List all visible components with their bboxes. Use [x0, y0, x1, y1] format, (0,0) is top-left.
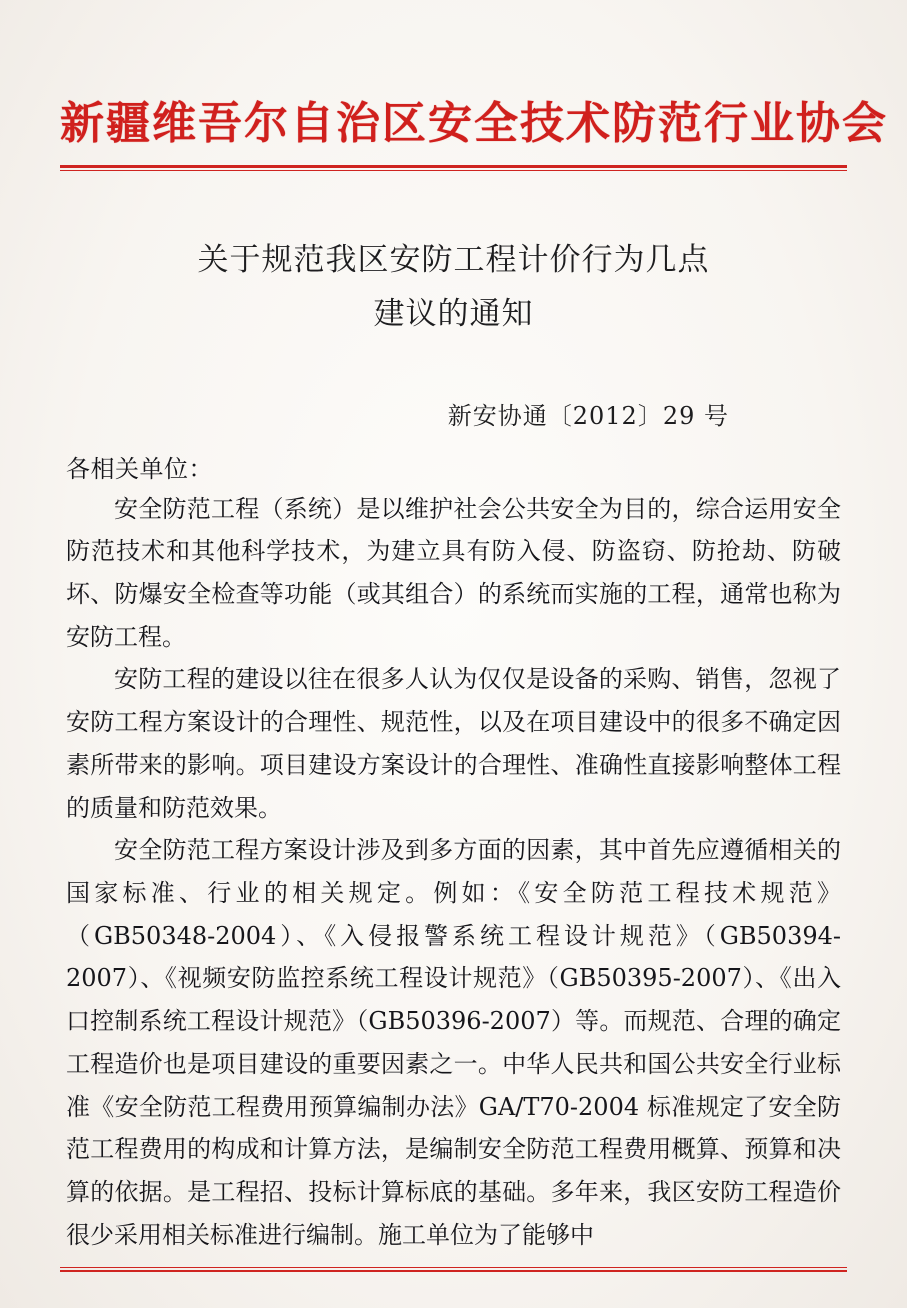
document-number: 新安协通〔2012〕29 号 [447, 401, 729, 430]
document-body [60, 488, 847, 1257]
letterhead-divider [60, 165, 847, 171]
body-paragraph: 安全防范工程方案设计涉及到多方面的因素，其中首先应遵循相关的国家标准、行业的相关规定。例如：《安全防范工程技术规范》（GB50348-2004）、《入侵报警系统工程设计规范》（GB50394-2007）、《视频安防监控系统工程设计规范》（GB50395-2007）、《出入口控制系统工程设计规范》（GB50396-2007）等。而规范、合理的确定工程造价也是项目建设的重要因素之一。中华人民共和国公共安全行业标准《安全防范工程费用预算编制办法》GA/T70-2004 标准规定了安全防范工程费用的构成和计算方法，是编制安全防范工程费用概算、预算和决算的依据。是工程招、投标计算标底的基础。多年来，我区安防工程造价很少采用相关标准进行编制。施工单位为了能够中 [66, 836, 841, 1249]
letterhead [60, 96, 888, 171]
page-title-line-1: 关于规范我区安防工程计价行为几点 [197, 242, 710, 278]
salutation: 各相关单位： [66, 454, 213, 483]
organization-title: 新疆维吾尔自治区安全技术防范行业协会 [60, 98, 888, 149]
footer-divider [60, 1267, 847, 1272]
page-title [60, 233, 847, 342]
body-paragraph: 安防工程的建设以往在很多人认为仅仅是设备的采购、销售，忽视了安防工程方案设计的合理性、规范性，以及在项目建设中的很多不确定因素所带来的影响。项目建设方案设计的合理性、准确性直接影响整体工程的质量和防范效果。 [66, 665, 841, 822]
body-paragraph: 安全防范工程（系统）是以维护社会公共安全为目的，综合运用安全防范技术和其他科学技术，为建立具有防入侵、防盗窃、防抢劫、防破坏、防爆安全检查等功能（或其组合）的系统而实施的工程，通常也称为安防工程。 [66, 494, 841, 651]
page-title-line-2: 建议的通知 [373, 296, 534, 333]
